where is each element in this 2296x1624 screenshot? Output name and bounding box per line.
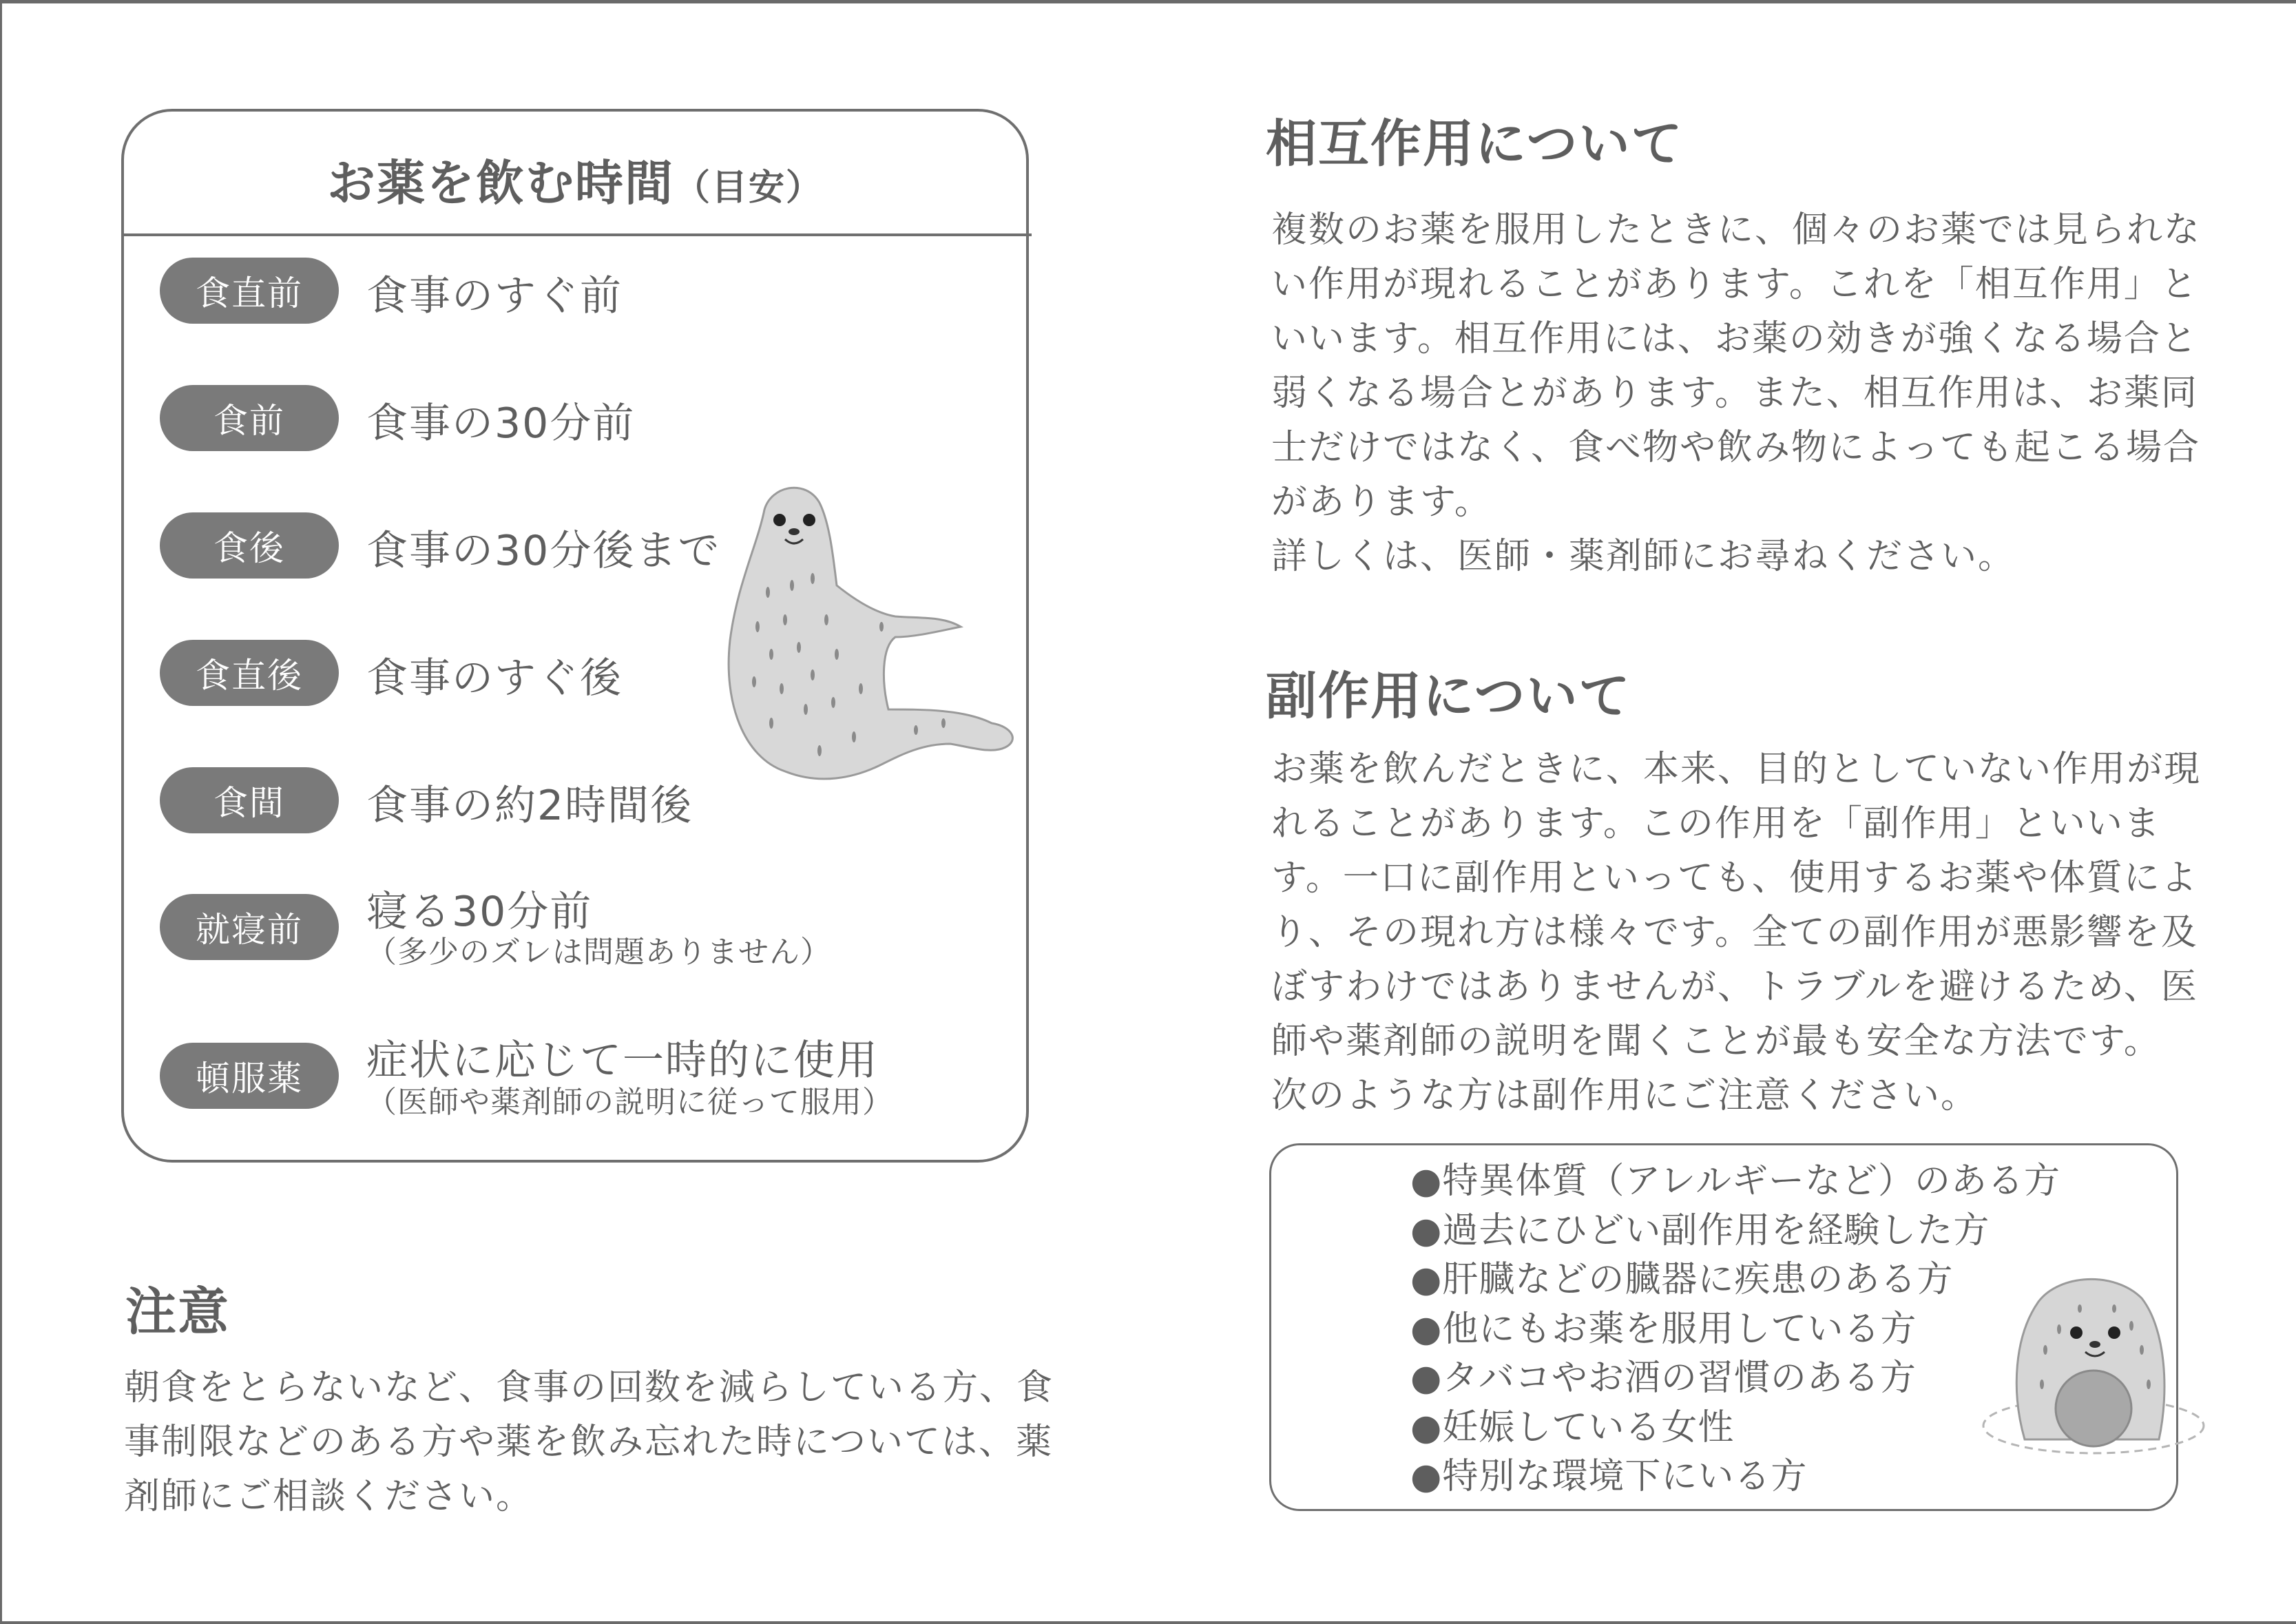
side-effects-line: お薬を飲んだときに、本来、目的としていない作用が現 — [1271, 749, 2202, 790]
list-item: ●特別な環境下にいる方 — [1410, 1456, 1808, 1497]
interaction-text — [1271, 203, 2201, 584]
interaction-line: があります。 — [1271, 481, 1492, 523]
list-item: ●タバコやお酒の習慣のある方 — [1410, 1357, 1917, 1399]
caution-line: 剤師にご相談ください。 — [124, 1476, 534, 1517]
timing-badge: 食直前 — [160, 258, 339, 324]
side-effects-line: れることがあります。この作用を「副作用」といいま — [1271, 803, 2161, 844]
interaction-line: いいます。相互作用には、お薬の効きが強くなる場合と — [1271, 318, 2198, 360]
list-item: ●妊娠している女性 — [1410, 1406, 1735, 1448]
caution-line: 朝食をとらないなど、食事の回数を減らしている方、食 — [124, 1367, 1054, 1408]
timing-description: 食事の約2時間後 — [366, 782, 693, 830]
caution-text — [124, 1361, 1054, 1524]
timing-badge: 食直後 — [160, 640, 339, 706]
schedule-divider — [121, 233, 1032, 236]
interaction-heading: 相互作用について — [1266, 114, 1684, 174]
side-effects-line: す。一口に副作用といっても、使用するお薬や体質によ — [1271, 857, 2198, 899]
list-item: ●肝臓などの臓器に疾患のある方 — [1410, 1259, 1954, 1300]
interaction-line: 詳しくは、医師・薬剤師にお尋ねください。 — [1271, 536, 2016, 577]
list-item: ●特異体質（アレルギーなど）のある方 — [1410, 1160, 2060, 1202]
interaction-line: 複数のお薬を服用したときに、個々のお薬では見られな — [1271, 209, 2202, 251]
timing-badge: 頓服薬 — [160, 1043, 339, 1109]
timing-note: （多少のズレは問題ありません） — [366, 935, 831, 970]
side-effects-line: 次のような方は副作用にご注意ください。 — [1271, 1075, 1979, 1116]
side-effects-line: ぼすわけではありませんが、トラブルを避けるため、医 — [1271, 966, 2198, 1008]
timing-description: 食事の30分前 — [366, 399, 636, 448]
timing-description: 寝る30分前 — [366, 888, 593, 936]
interaction-line: い作用が現れることがあります。これを「相互作用」と — [1271, 264, 2198, 305]
interaction-line: 士だけではなく、食べ物や飲み物によっても起こる場合 — [1271, 427, 2200, 468]
side-effects-line: 師や薬剤師の説明を聞くことが最も安全な方法です。 — [1271, 1021, 2161, 1062]
schedule-title-note: （目安） — [674, 167, 823, 209]
timing-description: 食事のすぐ後 — [366, 654, 623, 702]
timing-badge: 食間 — [160, 767, 339, 833]
timing-description: 食事の30分後まで — [366, 527, 721, 575]
side-effects-line: り、その現れ方は様々です。全ての副作用が悪影響を及 — [1271, 912, 2198, 953]
interaction-line: 弱くなる場合とがあります。また、相互作用は、お薬同 — [1271, 373, 2198, 414]
timing-description: 症状に応じて一時的に使用 — [366, 1037, 879, 1085]
timing-badge: 食後 — [160, 512, 339, 579]
side-effects-heading: 副作用について — [1266, 667, 1631, 726]
caution-list — [1410, 1157, 2060, 1502]
caution-heading: 注意 — [125, 1282, 230, 1342]
timing-badge: 就寝前 — [160, 894, 339, 960]
schedule-title-text: お薬を飲む時間 — [326, 155, 674, 211]
list-item: ●他にもお薬を服用している方 — [1410, 1308, 1917, 1350]
timing-note: （医師や薬剤師の説明に従って服用） — [366, 1085, 893, 1120]
list-item: ●過去にひどい副作用を経験した方 — [1410, 1209, 1990, 1251]
timing-description: 食事のすぐ前 — [366, 272, 623, 320]
caution-line: 事制限などのある方や薬を飲み忘れた時については、薬 — [124, 1422, 1053, 1463]
side-effects-text — [1271, 742, 2201, 1123]
timing-badge: 食前 — [160, 385, 339, 451]
seal-illustration — [716, 482, 1026, 799]
seal-with-ball-illustration — [1976, 1253, 2211, 1481]
schedule-title — [124, 145, 1026, 214]
